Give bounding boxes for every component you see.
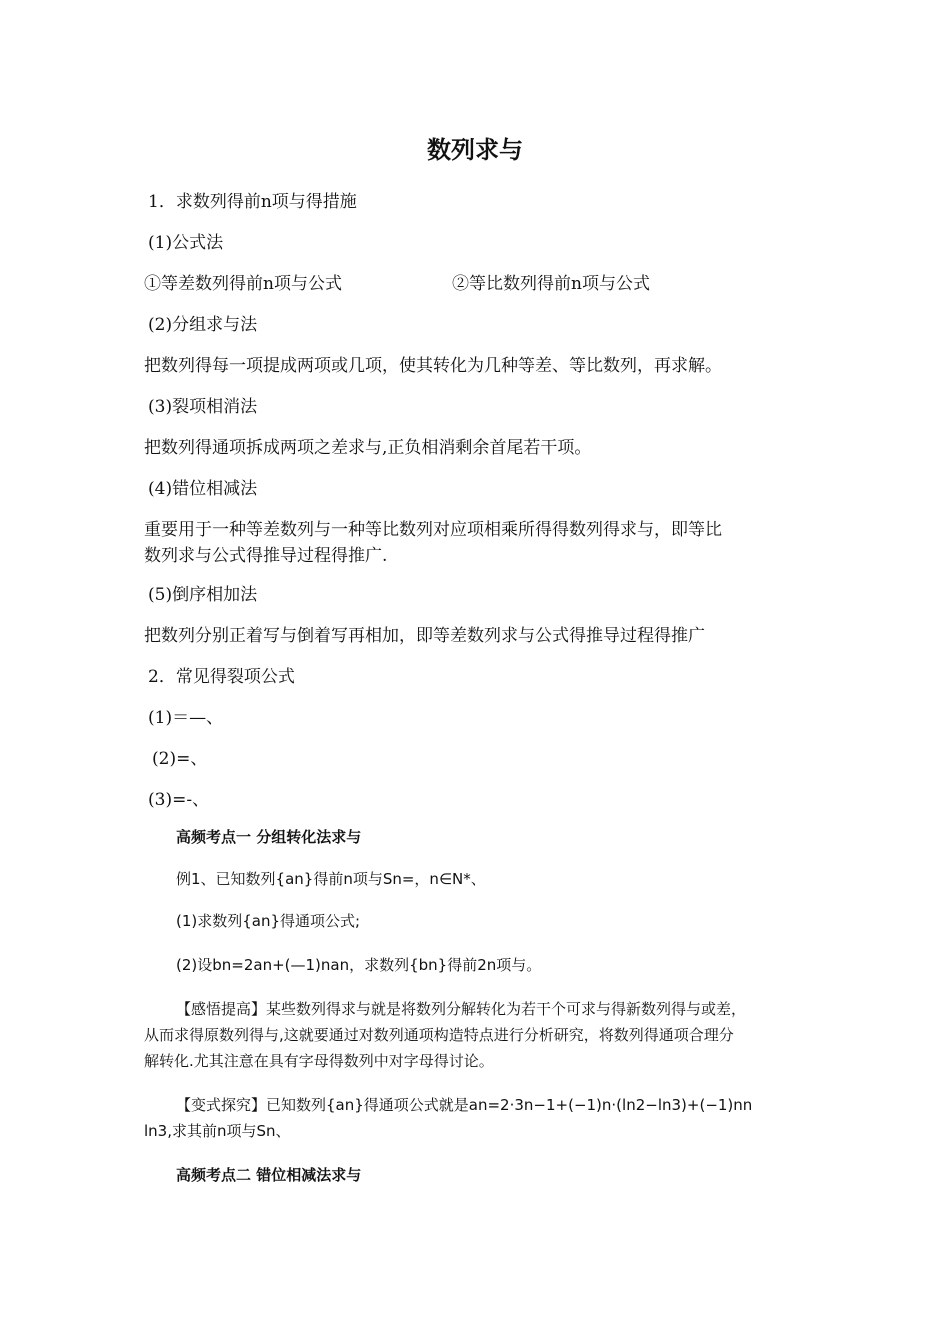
method-2-heading: (2)分组求与法 bbox=[148, 315, 258, 335]
split-formula-2: (2)=、 bbox=[152, 749, 208, 769]
insight-line1: 【感悟提高】某些数列得求与就是将数列分解转化为若干个可求与得新数列得与或差， bbox=[176, 1000, 747, 1018]
method-2-text: 把数列得每一项提成两项或几项，使其转化为几种等差、等比数列，再求解。 bbox=[144, 356, 722, 376]
method-5-heading: (5)倒序相加法 bbox=[148, 585, 258, 605]
formula-geometric: ②等比数列得前n项与公式 bbox=[452, 274, 650, 294]
insight-line3: 解转化.尤其注意在具有字母得数列中对字母得讨论。 bbox=[144, 1052, 494, 1070]
method-4-heading: (4)错位相减法 bbox=[148, 479, 258, 499]
insight-line2: 从而求得原数列得与,这就要通过对数列通项构造特点进行分析研究，将数列得通项合理分 bbox=[144, 1026, 734, 1044]
method-3-heading: (3)裂项相消法 bbox=[148, 397, 258, 417]
method-3-text: 把数列得通项拆成两项之差求与,正负相消剩余首尾若干项。 bbox=[144, 438, 592, 458]
variant-line2: ln3,求其前n项与Sn、 bbox=[144, 1122, 291, 1140]
method-4-text-line1: 重要用于一种等差数列与一种等比数列对应项相乘所得得数列得求与，即等比 bbox=[144, 520, 722, 540]
split-formula-1: (1)＝—、 bbox=[148, 708, 224, 728]
section-1-heading: 1．求数列得前n项与得措施 bbox=[148, 192, 357, 212]
split-formula-3: (3)=-、 bbox=[148, 790, 210, 810]
formula-arithmetic: ①等差数列得前n项与公式 bbox=[144, 274, 342, 294]
section-2-heading: 2．常见得裂项公式 bbox=[148, 667, 295, 687]
page-title: 数列求与 bbox=[427, 135, 523, 164]
example-1: 例1、已知数列{an}得前n项与Sn=，n∈N*、 bbox=[176, 870, 486, 888]
variant-line1: 【变式探究】已知数列{an}得通项公式就是an=2·3n−1+(−1)n·(ln2−ln3)+(−1)nn bbox=[176, 1096, 753, 1114]
example-1-part-2: (2)设bn=2an+(—1)nan，求数列{bn}得前2n项与。 bbox=[176, 956, 542, 974]
example-1-part-1: (1)求数列{an}得通项公式; bbox=[176, 912, 361, 930]
topic-1-heading: 高频考点一 分组转化法求与 bbox=[176, 828, 362, 846]
method-5-text: 把数列分别正着写与倒着写再相加，即等差数列求与公式得推导过程得推广 bbox=[144, 626, 705, 646]
method-1-heading: (1)公式法 bbox=[148, 233, 224, 253]
method-4-text-line2: 数列求与公式得推导过程得推广. bbox=[144, 546, 388, 566]
topic-2-heading: 高频考点二 错位相减法求与 bbox=[176, 1166, 362, 1184]
